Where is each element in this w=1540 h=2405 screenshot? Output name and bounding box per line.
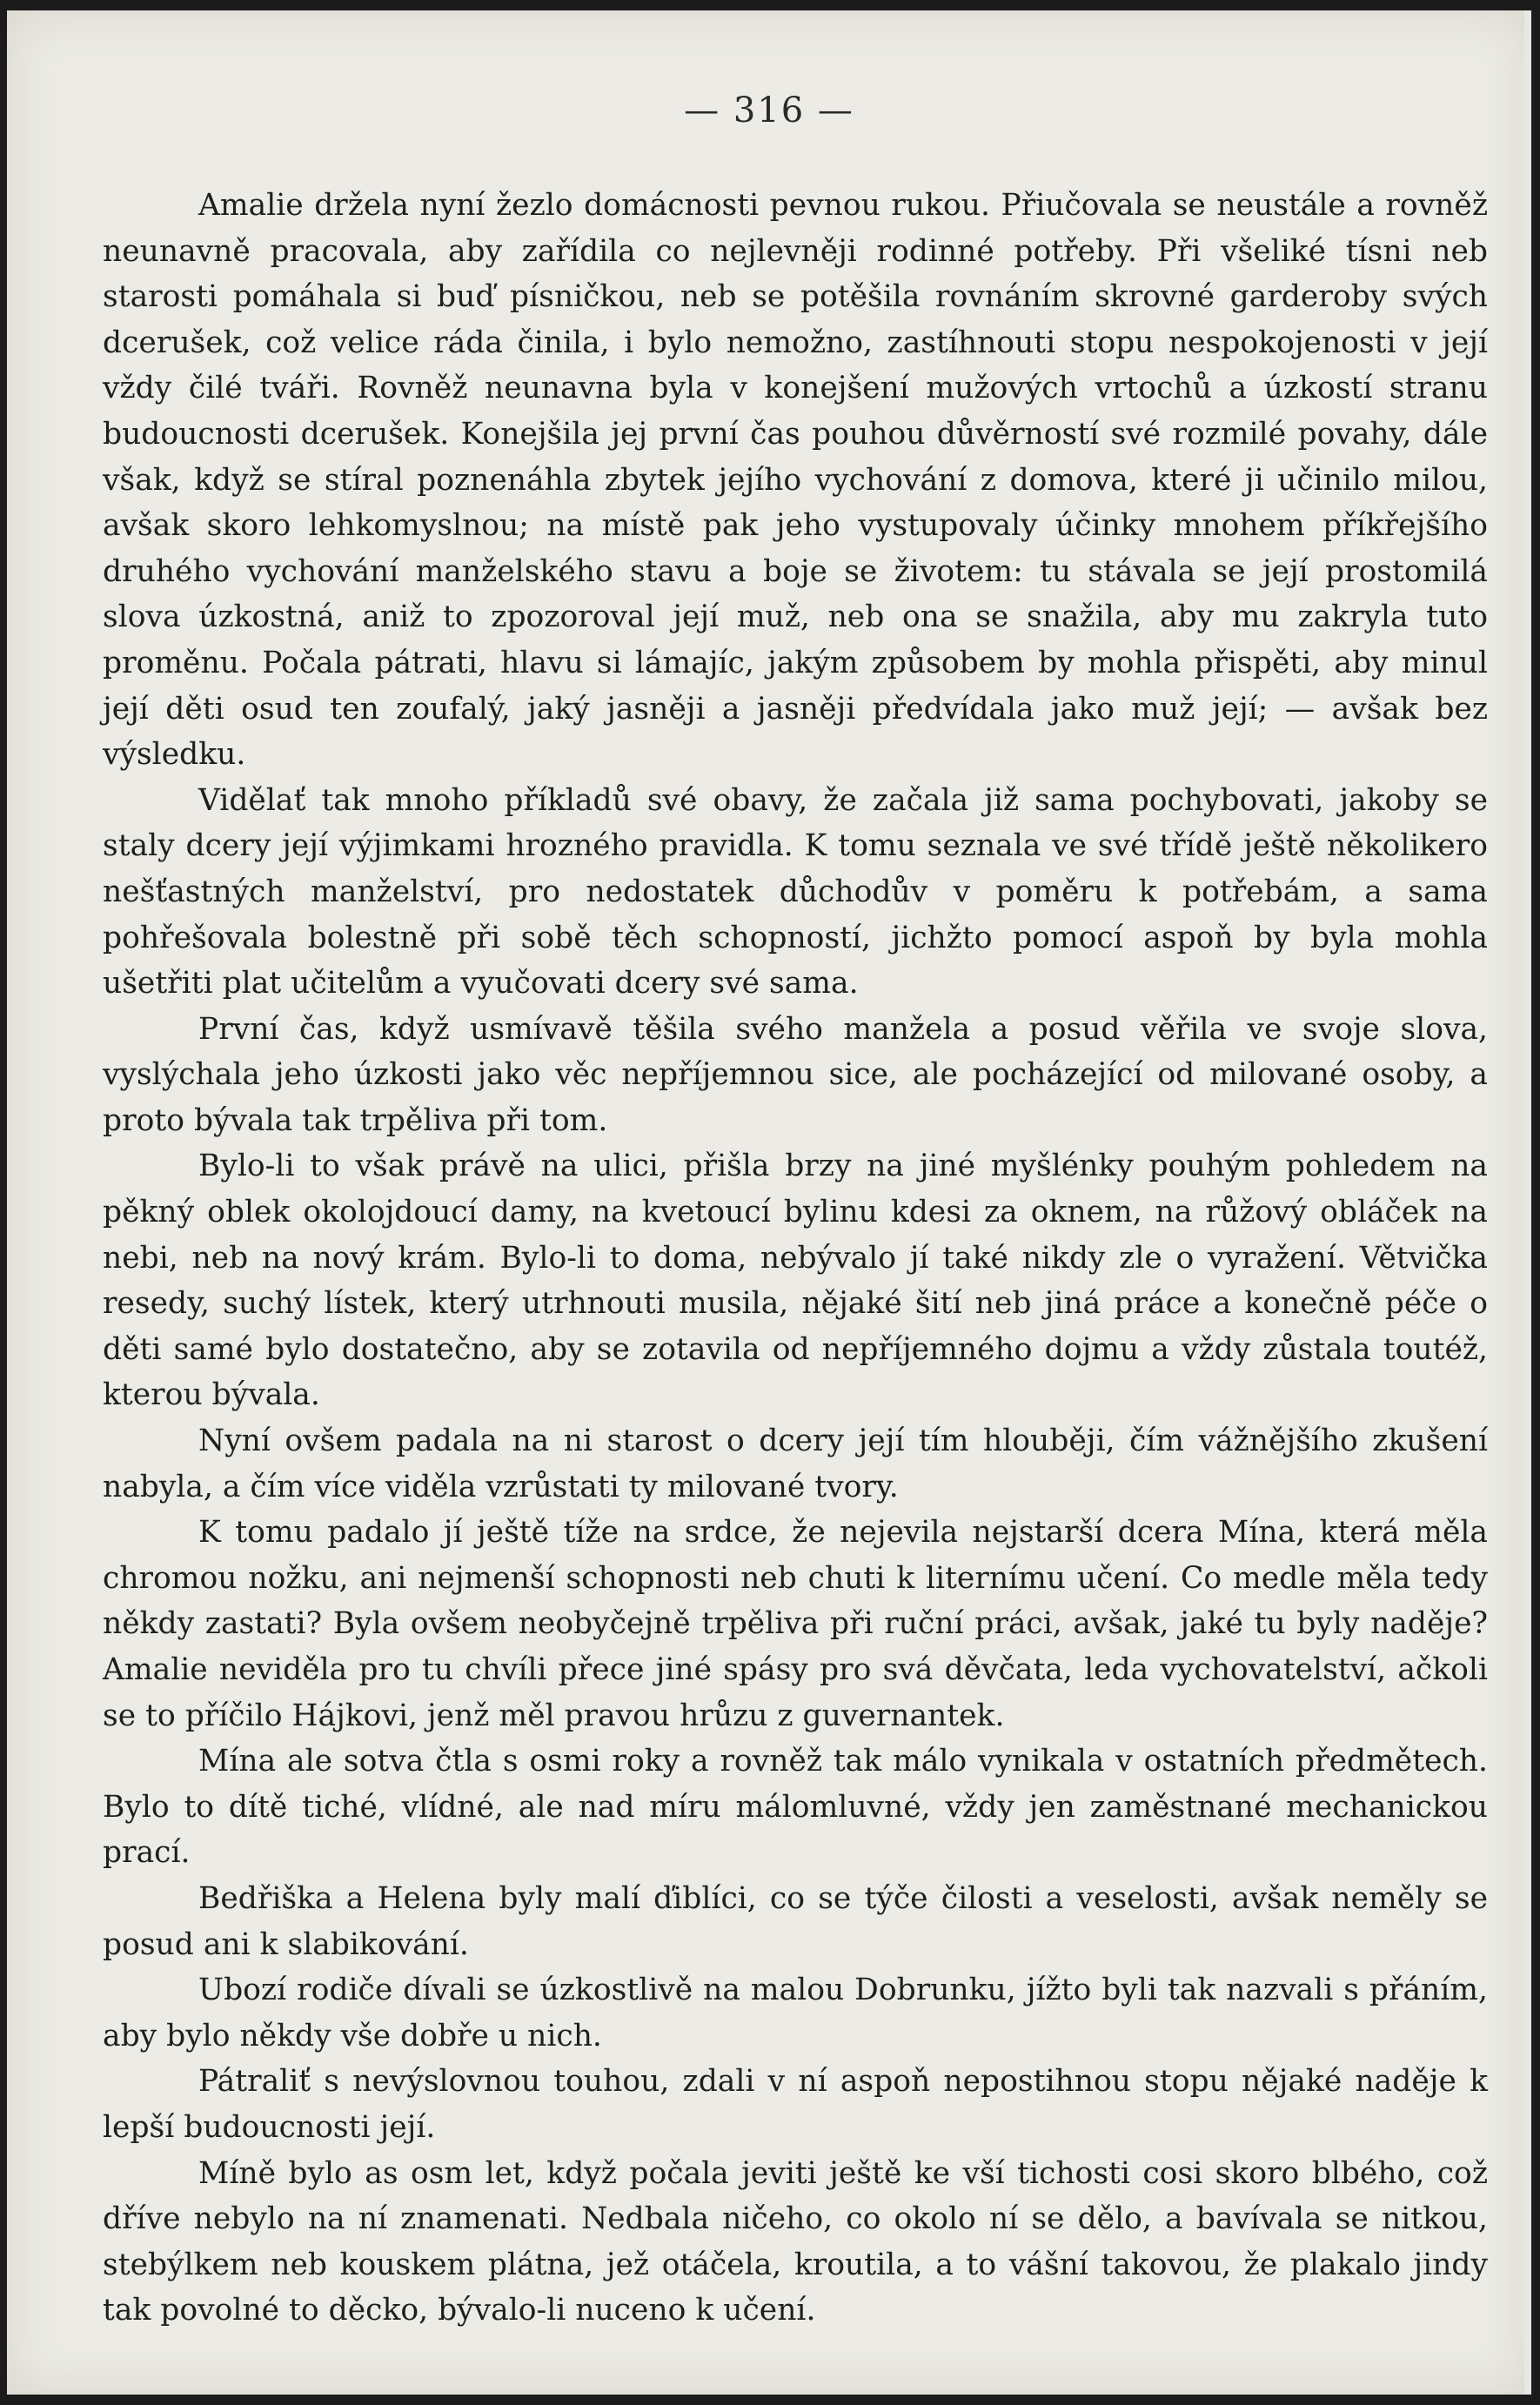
- body-text: [103, 183, 1488, 2334]
- paragraph: Vidělať tak mnoho příkladů své obavy, že začala již sama pochybovati, jakoby se staly dcery její výjimkami hrozného pravidla. K tomu seznala ve své třídě ještě několikero nešťastných manželství, pro nedostatek důchodův v poměru k potřebám, a sama pohřešovala bolestně při sobě těch schopností, jichžto pomocí aspoň by byla mohla ušetřiti plat učitelům a vyučovati dcery své sama.: [103, 782, 1488, 1002]
- paragraph: Mína ale sotva čtla s osmi roky a rovněž tak málo vynikala v ostatních předmětech. Bylo to dítě tiché, vlídné, ale nad míru málomluvné, vždy jen zaměstnané mechanickou prací.: [103, 1744, 1488, 1871]
- paragraph: Ubozí rodiče dívali se úzkostlivě na malou Dobrunku, jížto byli tak nazvali s přáním, aby bylo někdy vše dobře u nich.: [103, 1973, 1488, 2053]
- book-page: [7, 10, 1531, 2395]
- page-number: — 316 —: [684, 90, 854, 131]
- page-edge: [1524, 10, 1531, 2395]
- paragraph: Nyní ovšem padala na ni starost o dcery její tím hlouběji, čím vážnějšího zkušení nabyla, a čím více viděla vzrůstati ty milované tvory.: [103, 1424, 1488, 1504]
- paragraph: První čas, když usmívavě těšila svého manžela a posud věřila ve svoje slova, vyslýchala jeho úzkosti jako věc nepříjemnou sice, ale pocházející od milované osoby, a proto bývala tak trpěliva při tom.: [103, 1011, 1488, 1138]
- paragraph: K tomu padalo jí ještě tíže na srdce, že nejevila nejstarší dcera Mína, která měla chromou nožku, ani nejmenší schopnosti neb chuti k liternímu učení. Co medle měla tedy někdy zastati? Byla ovšem neobyčejně trpěliva při ruční práci, avšak, jaké tu byly naděje? Amalie neviděla pro tu chvíli přece jiné spásy pro svá děvčata, leda vychovatelství, ačkoli se to příčilo Hájkovi, jenž měl pravou hrůzu z guvernantek.: [103, 1515, 1488, 1733]
- paragraph: Amalie držela nyní žezlo domácnosti pevnou rukou. Přiučovala se neustále a rovněž neunavně pracovala, aby zařídila co nejlevněji rodinné potřeby. Při všeliké tísni neb starosti pomáhala si buď písničkou, neb se potěšila rovnáním skrovné garderoby svých dcerušek, což velice ráda činila, i bylo nemožno, zastíhnouti stopu nespokojenosti v její vždy čilé tváři. Rovněž neunavna byla v konejšení mužových vrtochů a úzkostí stranu budoucnosti dcerušek. Konejšila jej první čas pouhou důvěrností své rozmilé povahy, dále však, když se stíral poznenáhla zbytek jejího vychování z domova, které ji učinilo milou, avšak skoro lehkomyslnou; na místě pak jeho vystupovaly účinky mnohem příkřejšího druhého vychování manželského stavu a boje se životem: tu stávala se její prostomilá slova úzkostná, aniž to zpozoroval její muž, neb ona se snažila, aby mu zakryla tuto proměnu. Počala pátrati, hlavu si lámajíc, jakým způsobem by mohla přispěti, aby minul její děti osud ten zoufalý, jaký jasněji a jasněji předvídala jako muž její; — avšak bez výsledku.: [103, 188, 1488, 773]
- paragraph: Bylo-li to však právě na ulici, přišla brzy na jiné myšlénky pouhým pohledem na pěkný oblek okolojdoucí damy, na kvetoucí bylinu kdesi za oknem, na růžový obláček na nebi, neb na nový krám. Bylo-li to doma, nebývalo jí také nikdy zle o vyražení. Větvička resedy, suchý lístek, který utrhnouti musila, nějaké šití neb jiná práce a konečně péče o děti samé bylo dostatečno, aby se zotavila od nepříjemného dojmu a vždy zůstala toutéž, kterou bývala.: [103, 1149, 1488, 1413]
- paragraph: Míně bylo as osm let, když počala jeviti ještě ke vší tichosti cosi skoro blbého, což dříve nebylo na ní znamenati. Nedbala ničeho, co okolo ní se dělo, a bavívala se nitkou, stebýlkem neb kouskem plátna, jež otáčela, kroutila, a to vášní takovou, že plakalo jindy tak povolné to děcko, bývalo-li nuceno k učení.: [103, 2155, 1488, 2328]
- paragraph: Bedřiška a Helena byly malí ďiblíci, co se týče čilosti a veselosti, avšak neměly se posud ani k slabikování.: [103, 1880, 1488, 1962]
- paragraph: Pátraliť s nevýslovnou touhou, zdali v ní aspoň nepostihnou stopu nějaké naděje k lepší budoucnosti její.: [103, 2064, 1488, 2145]
